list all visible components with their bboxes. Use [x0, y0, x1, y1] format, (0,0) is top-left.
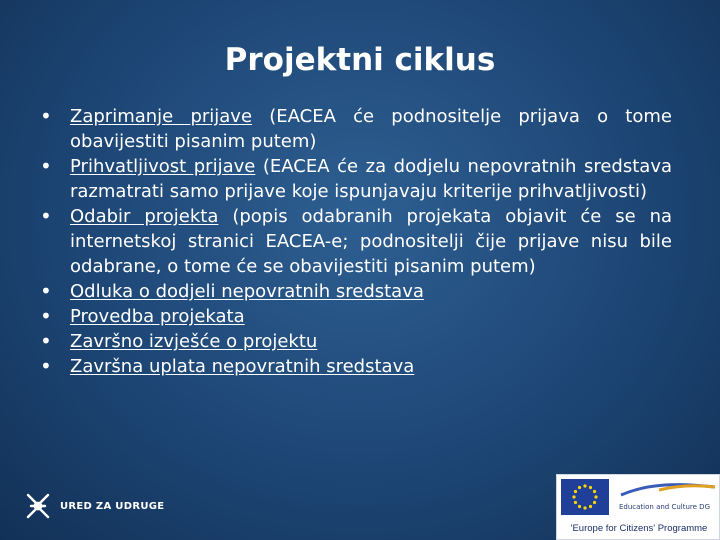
- bullet-text: (EACEA će podnositelje prijava o tome obavijestiti pisanim putem): [70, 106, 672, 152]
- eu-programme-caption: 'Europe for Citizens' Programme: [570, 523, 708, 534]
- eu-star-icon: [594, 495, 597, 498]
- slide-title: Projektni ciklus: [224, 42, 496, 78]
- eu-star-icon: [578, 486, 581, 489]
- eu-star-icon: [589, 486, 592, 489]
- list-item: [40, 279, 672, 304]
- eu-star-icon: [593, 501, 596, 504]
- bullet-link[interactable]: Prihvatljivost prijave: [70, 156, 256, 177]
- bullet-link[interactable]: Završno izvješće o projektu: [70, 331, 318, 352]
- eu-star-icon: [583, 484, 586, 487]
- list-item: [40, 329, 672, 354]
- bullet-text: (popis odabranih projekata objavit će se na internetskoj stranici EACEA-e; podnositelji čije prijave nisu bile odabrane, o tome će se obavijestiti pisanim putem): [70, 206, 673, 277]
- eu-dg-text: Education and Culture DG: [619, 503, 710, 511]
- bullet-text: (EACEA će za dodjelu nepovratnih sredstava razmatrati samo prijave koje ispunjavaju kriterije prihvatljivosti): [70, 156, 673, 202]
- bullet-link[interactable]: Zaprimanje prijave: [70, 106, 253, 127]
- bullet-list: [40, 104, 672, 379]
- eu-star-icon: [583, 506, 586, 509]
- swoosh-icon: [619, 481, 717, 499]
- bullet-link[interactable]: Završna uplata nepovratnih sredstava: [70, 356, 415, 377]
- eu-star-icon: [589, 505, 592, 508]
- eu-programme-logo: [556, 474, 720, 540]
- list-item: [40, 304, 672, 329]
- eu-star-icon: [572, 495, 575, 498]
- bullet-link[interactable]: Odabir projekta: [70, 206, 219, 227]
- list-item: [40, 204, 672, 279]
- eu-flag-icon: [561, 479, 609, 515]
- bullet-link[interactable]: Provedba projekata: [70, 306, 245, 327]
- logo-text: URED ZA UDRUGE: [60, 500, 165, 512]
- eu-star-icon: [574, 501, 577, 504]
- ured-za-udruge-logo: [24, 488, 164, 524]
- eu-star-icon: [574, 490, 577, 493]
- list-item: [40, 154, 672, 204]
- list-item: [40, 104, 672, 154]
- logo-mark-icon: [24, 489, 52, 523]
- bullet-link[interactable]: Odluka o dodjeli nepovratnih sredstava: [70, 281, 424, 302]
- eu-star-icon: [593, 490, 596, 493]
- eu-star-icon: [578, 505, 581, 508]
- list-item: [40, 354, 672, 379]
